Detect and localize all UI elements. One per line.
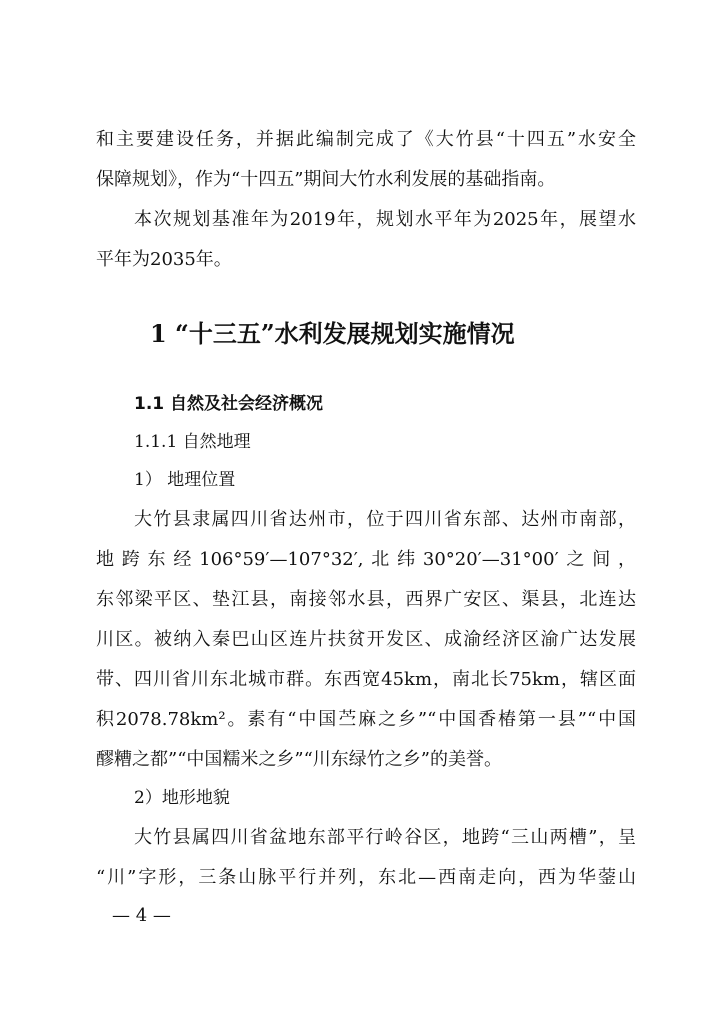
- body-line: 本次规划基准年为2019年，规划水平年为2025年，展望水: [134, 209, 636, 230]
- body-line: 醪糟之都”“中国糯米之乡”“川东绿竹之乡”的美誉。: [96, 749, 503, 770]
- page-number: — 4 —: [112, 905, 171, 926]
- body-line: 大竹县隶属四川省达州市，位于四川省东部、达州市南部，: [134, 509, 636, 530]
- body-line: “川”字形，三条山脉平行并列，东北—西南走向，西为华蓥山: [96, 867, 636, 888]
- body-line: 大竹县属四川省盆地东部平行岭谷区，地跨“三山两槽”，呈: [134, 827, 636, 848]
- body-line: 保障规划》，作为“十四五”期间大竹水利发展的基础指南。: [96, 169, 556, 190]
- item-title: 2）地形地貌: [134, 788, 230, 808]
- section-title: 1.1 自然及社会经济概况: [134, 394, 324, 414]
- body-line: 地跨东经106°59′—107°32′,北纬30°20′—31°00′之间，: [96, 549, 636, 570]
- body-line: 和主要建设任务，并据此编制完成了《大竹县“十四五”水安全: [96, 129, 636, 150]
- body-line: 川区。被纳入秦巴山区连片扶贫开发区、成渝经济区渝广达发展: [96, 629, 636, 650]
- body-line: 东邻梁平区、垫江县，南接邻水县，西界广安区、渠县，北连达: [96, 589, 636, 610]
- body-line: 平年为2035年。: [96, 249, 232, 270]
- subsection-title: 1.1.1 自然地理: [134, 432, 251, 452]
- body-line: 积2078.78km²。素有“中国苎麻之乡”“中国香椿第一县”“中国: [96, 709, 636, 730]
- body-line: 带、四川省川东北城市群。东西宽45km，南北长75km，辖区面: [96, 669, 636, 690]
- item-title: 1） 地理位置: [134, 470, 236, 490]
- chapter-title: 1 “十三五”水利发展规划实施情况: [150, 319, 515, 348]
